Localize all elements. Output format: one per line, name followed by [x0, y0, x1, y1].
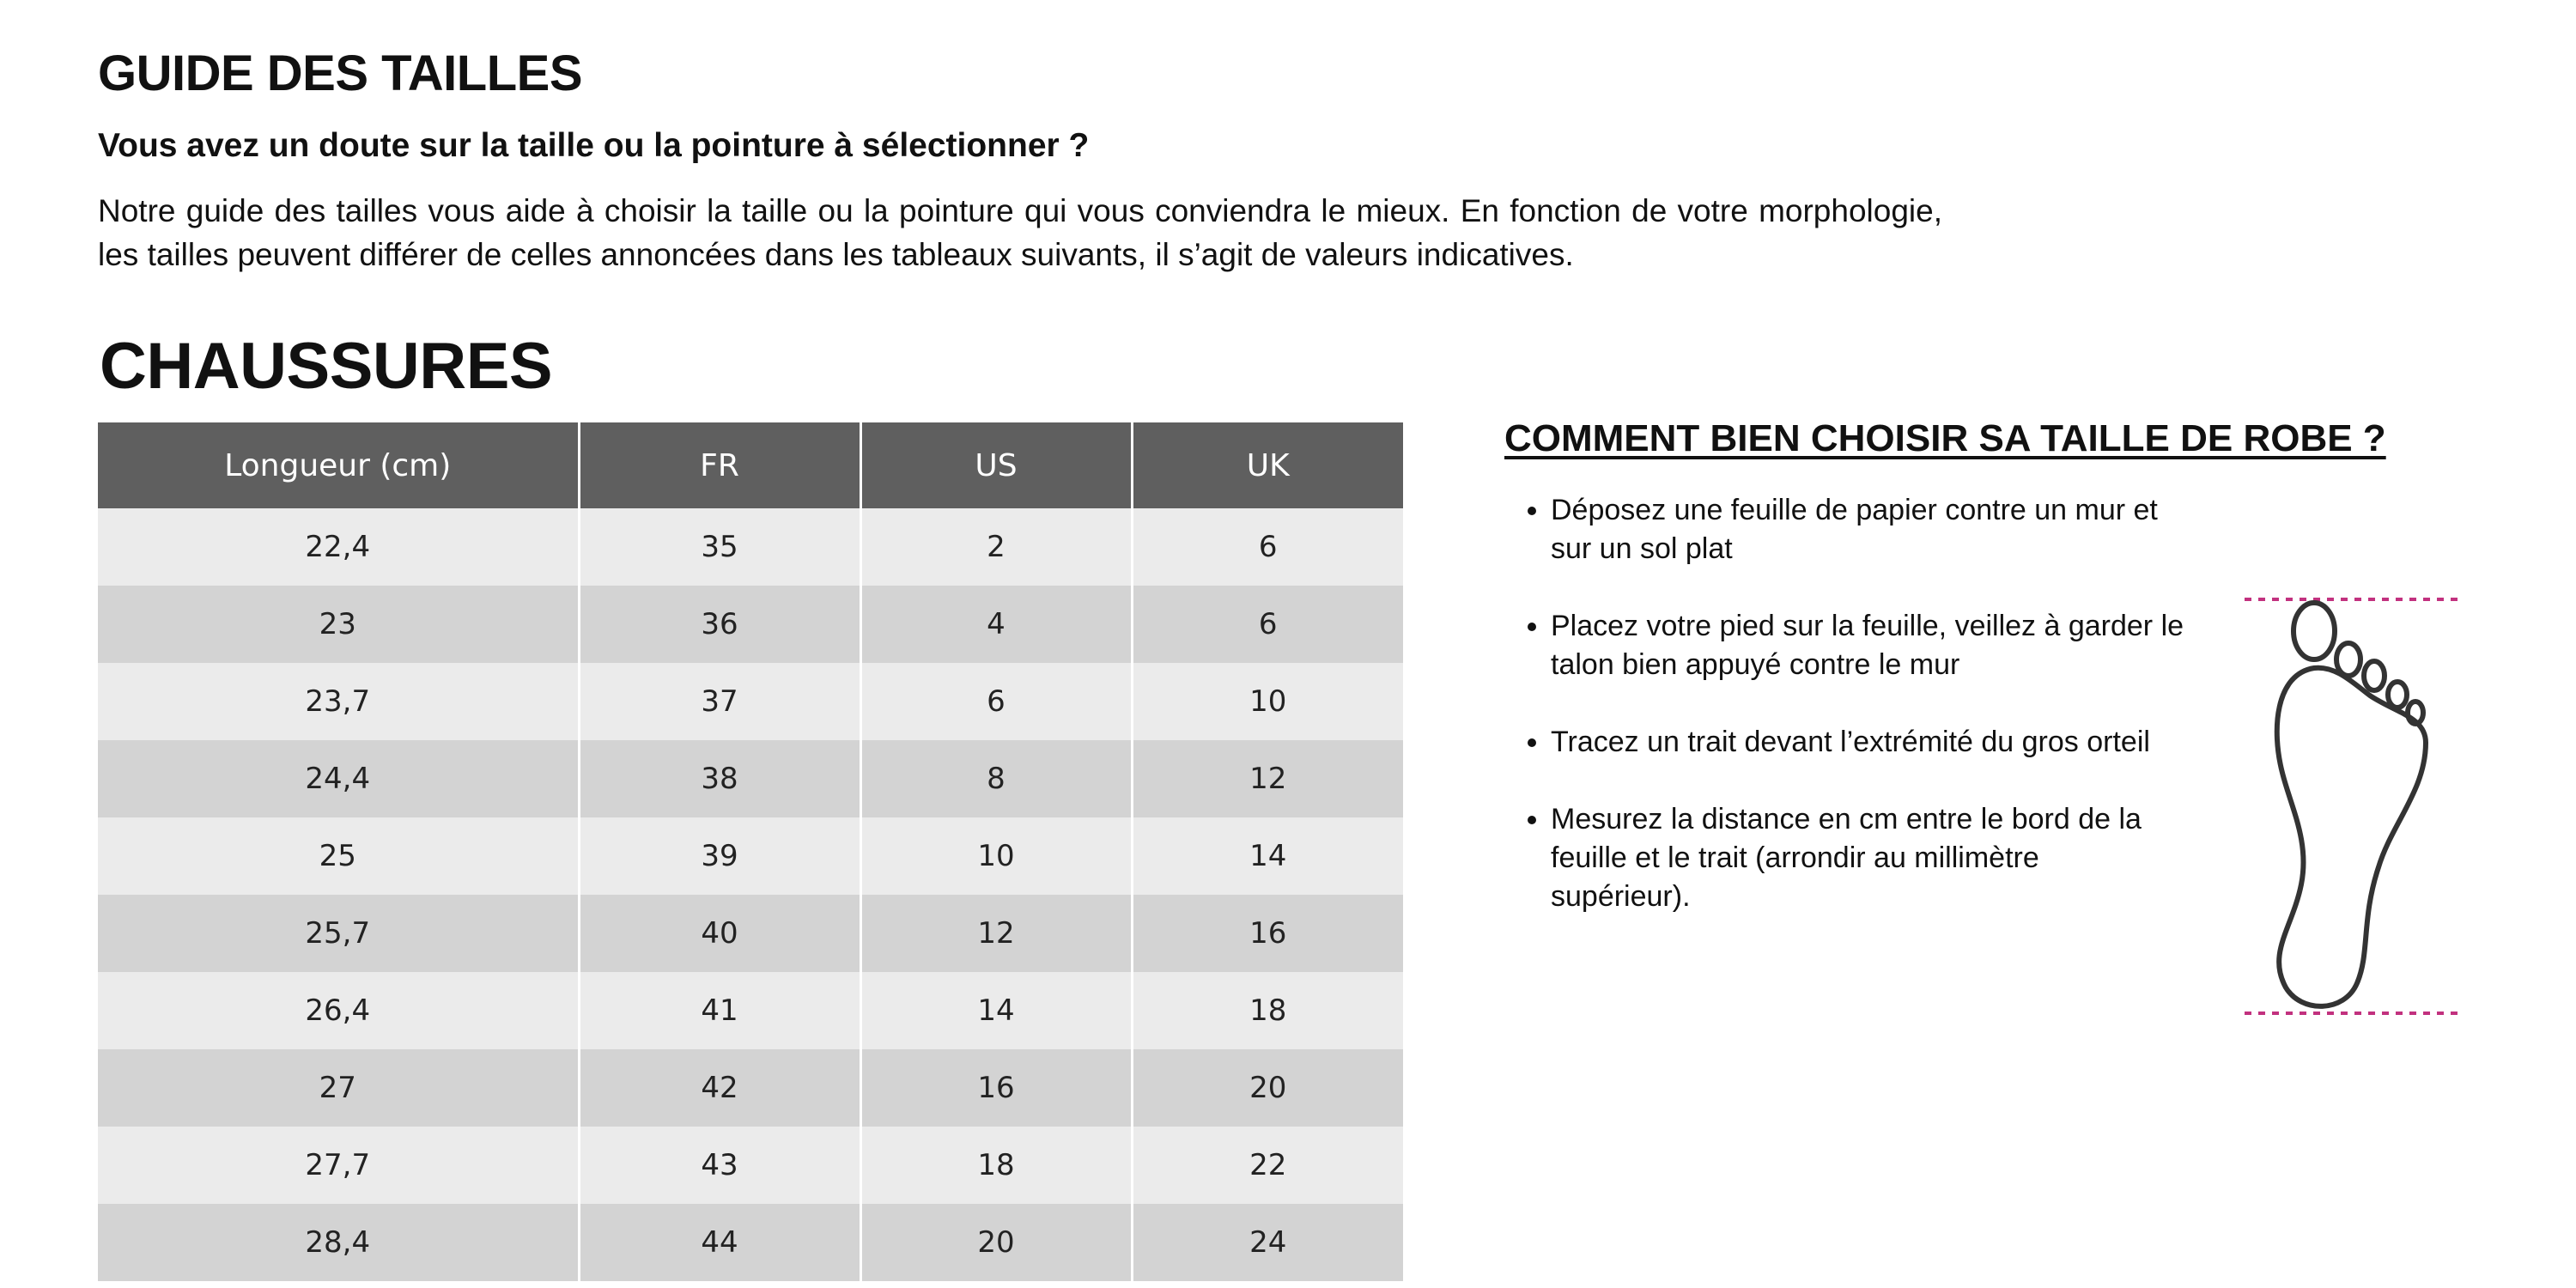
table-cell: 20: [1132, 1049, 1403, 1127]
table-cell: 26,4: [98, 972, 579, 1049]
table-cell: 25: [98, 817, 579, 895]
table-cell: 4: [860, 586, 1132, 663]
table-cell: 6: [1132, 508, 1403, 586]
table-cell: 43: [579, 1127, 860, 1204]
table-row: [98, 817, 1403, 895]
table-row: [98, 1204, 1403, 1281]
table-cell: 18: [860, 1127, 1132, 1204]
table-cell: 25,7: [98, 895, 579, 972]
table-cell: 23: [98, 586, 579, 663]
table-cell: 24: [1132, 1204, 1403, 1281]
toe-2: [2336, 643, 2360, 676]
howto-step: • Mesurez la distance en cm entre le bord de la feuille et le trait (arrondir au millimètre supérieur).: [1551, 800, 2186, 916]
howto-step: • Déposez une feuille de papier contre un mur et sur un sol plat: [1551, 491, 2186, 568]
table-row: [98, 1127, 1403, 1204]
table-cell: 27,7: [98, 1127, 579, 1204]
table-cell: 12: [1132, 740, 1403, 817]
big-toe: [2293, 603, 2335, 659]
table-cell: 36: [579, 586, 860, 663]
table-cell: 10: [1132, 663, 1403, 740]
shoe-size-table: [98, 422, 1403, 1281]
table-cell: 2: [860, 508, 1132, 586]
table-row: [98, 895, 1403, 972]
howto-steps-list: [1504, 491, 2186, 955]
page-subtitle: Vous avez un doute sur la taille ou la pointure à sélectionner ?: [98, 127, 1090, 164]
table-row: [98, 508, 1403, 586]
foot-outline-icon: [2241, 592, 2464, 1022]
table-cell: 28,4: [98, 1204, 579, 1281]
howto-title: COMMENT BIEN CHOISIR SA TAILLE DE ROBE ?: [1504, 417, 2386, 459]
page-title: GUIDE DES TAILLES: [98, 46, 583, 101]
table-row: [98, 1049, 1403, 1127]
howto-step: • Placez votre pied sur la feuille, veillez à garder le talon bien appuyé contre le mur: [1551, 607, 2186, 684]
table-cell: 23,7: [98, 663, 579, 740]
table-cell: 40: [579, 895, 860, 972]
table-row: [98, 740, 1403, 817]
toe-4: [2388, 682, 2407, 708]
table-cell: 10: [860, 817, 1132, 895]
intro-paragraph: Notre guide des tailles vous aide à choisir la taille ou la pointure qui vous conviendra le mieux. En fonction de votre morphologie, les tailles peuvent différer de celles annoncées dans les tableaux suivants, il s’agit de valeurs indicatives.: [98, 193, 1942, 272]
section-title-chaussures: CHAUSSURES: [100, 330, 553, 403]
header-length: Longueur (cm): [98, 422, 579, 508]
howto-step: • Tracez un trait devant l’extrémité du gros orteil: [1551, 723, 2186, 762]
table-cell: 37: [579, 663, 860, 740]
table-cell: 38: [579, 740, 860, 817]
table-cell: 16: [860, 1049, 1132, 1127]
table-header-row: [98, 422, 1403, 508]
header-us: US: [860, 422, 1132, 508]
table-cell: 20: [860, 1204, 1132, 1281]
table-cell: 18: [1132, 972, 1403, 1049]
table-cell: 22,4: [98, 508, 579, 586]
table-cell: 12: [860, 895, 1132, 972]
table-cell: 8: [860, 740, 1132, 817]
table-row: [98, 586, 1403, 663]
table-cell: 39: [579, 817, 860, 895]
table-cell: 14: [1132, 817, 1403, 895]
table-cell: 41: [579, 972, 860, 1049]
header-uk: UK: [1132, 422, 1403, 508]
table-cell: 42: [579, 1049, 860, 1127]
header-fr: FR: [579, 422, 860, 508]
table-cell: 16: [1132, 895, 1403, 972]
table-cell: 27: [98, 1049, 579, 1127]
toe-3: [2364, 661, 2385, 690]
table-cell: 6: [860, 663, 1132, 740]
table-row: [98, 972, 1403, 1049]
table-cell: 44: [579, 1204, 860, 1281]
table-cell: 35: [579, 508, 860, 586]
foot-sole: [2277, 668, 2426, 1006]
table-cell: 22: [1132, 1127, 1403, 1204]
table-row: [98, 663, 1403, 740]
table-cell: 6: [1132, 586, 1403, 663]
table-cell: 14: [860, 972, 1132, 1049]
table-cell: 24,4: [98, 740, 579, 817]
